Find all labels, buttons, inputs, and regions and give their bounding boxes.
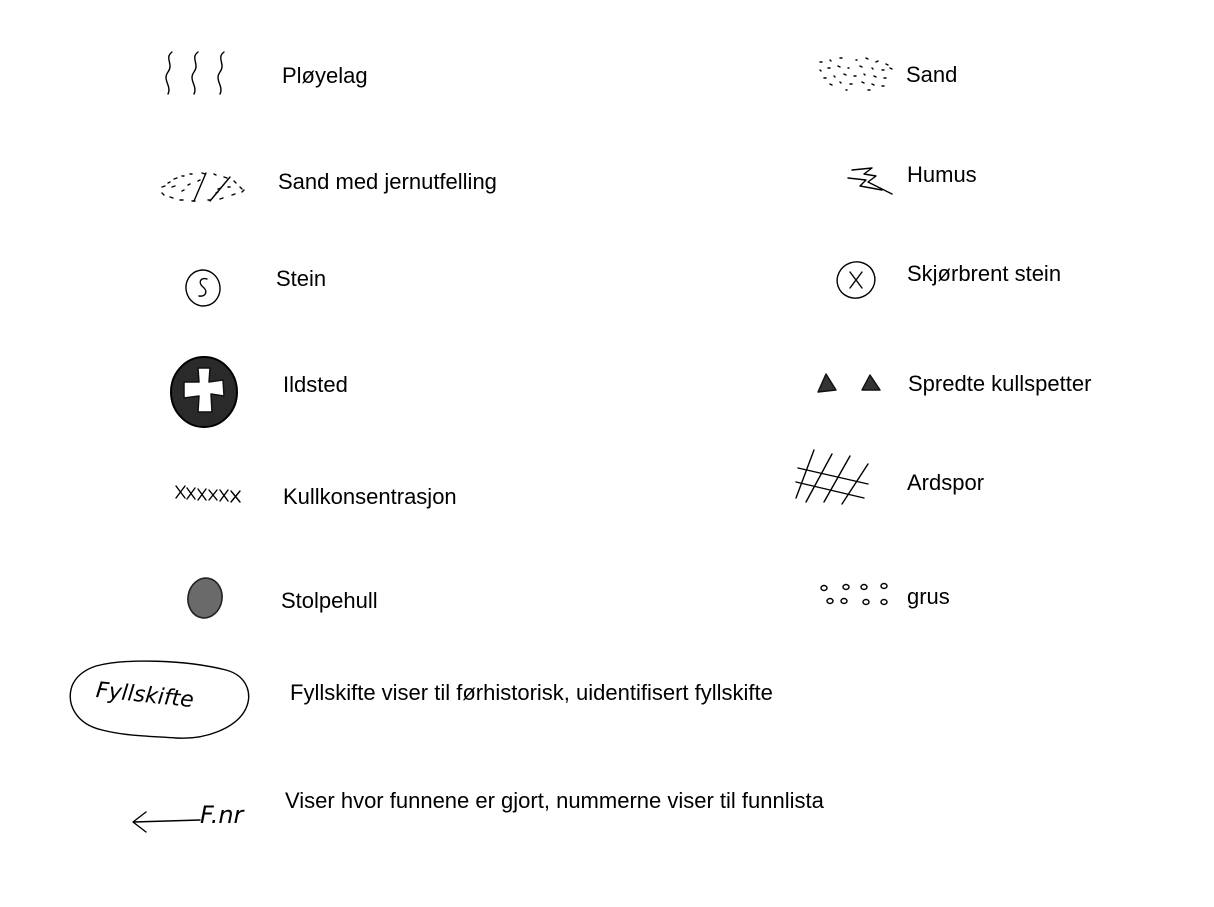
- ard-marks-crosshatch-icon: [792, 446, 872, 506]
- hearth-icon: [168, 354, 242, 430]
- legend-label-sand-med-jernutfelling: Sand med jernutfelling: [278, 169, 497, 194]
- stone-circle-s-icon: [182, 266, 226, 310]
- legend-label-stolpehull: Stolpehull: [281, 588, 378, 613]
- sand-dots-icon: [816, 54, 896, 94]
- legend-label-ploeyelag: Pløyelag: [282, 63, 368, 88]
- charcoal-specks-triangles-icon: [814, 370, 884, 396]
- charcoal-concentration-icon: [174, 482, 244, 504]
- legend-label-sand: Sand: [906, 62, 958, 87]
- legend-label-skjoerbrent-stein: Skjørbrent stein: [907, 261, 1062, 286]
- posthole-icon: [184, 576, 226, 620]
- ploughing-layer-squiggles-icon: [160, 48, 235, 98]
- humus-icon: [842, 162, 898, 198]
- legend-label-ardspor: Ardspor: [907, 470, 985, 495]
- arrow-left-icon: [128, 808, 204, 836]
- sand-with-iron-precipitation-icon: [158, 165, 248, 207]
- fill-change-icon-text: Fyllskifte: [94, 678, 195, 714]
- legend-label-spredte-kullspetter: Spredte kullspetter: [908, 371, 1092, 396]
- legend-label-humus: Humus: [907, 162, 977, 187]
- legend-label-fyllskifte: Fyllskifte viser til førhistorisk, uidentifisert fyllskifte: [290, 680, 773, 705]
- legend-label-ildsted: Ildsted: [283, 372, 348, 397]
- legend-label-kullkonsentrasjon: Kullkonsentrasjon: [283, 484, 457, 509]
- fire-cracked-stone-icon: [834, 258, 878, 302]
- gravel-icon: [814, 580, 894, 610]
- find-number-icon-text: F.nr: [200, 801, 244, 829]
- legend-label-stein: Stein: [276, 266, 327, 291]
- legend-label-find-number: Viser hvor funnene er gjort, nummerne viser til funnlista: [285, 788, 824, 813]
- legend-label-grus: grus: [907, 584, 950, 609]
